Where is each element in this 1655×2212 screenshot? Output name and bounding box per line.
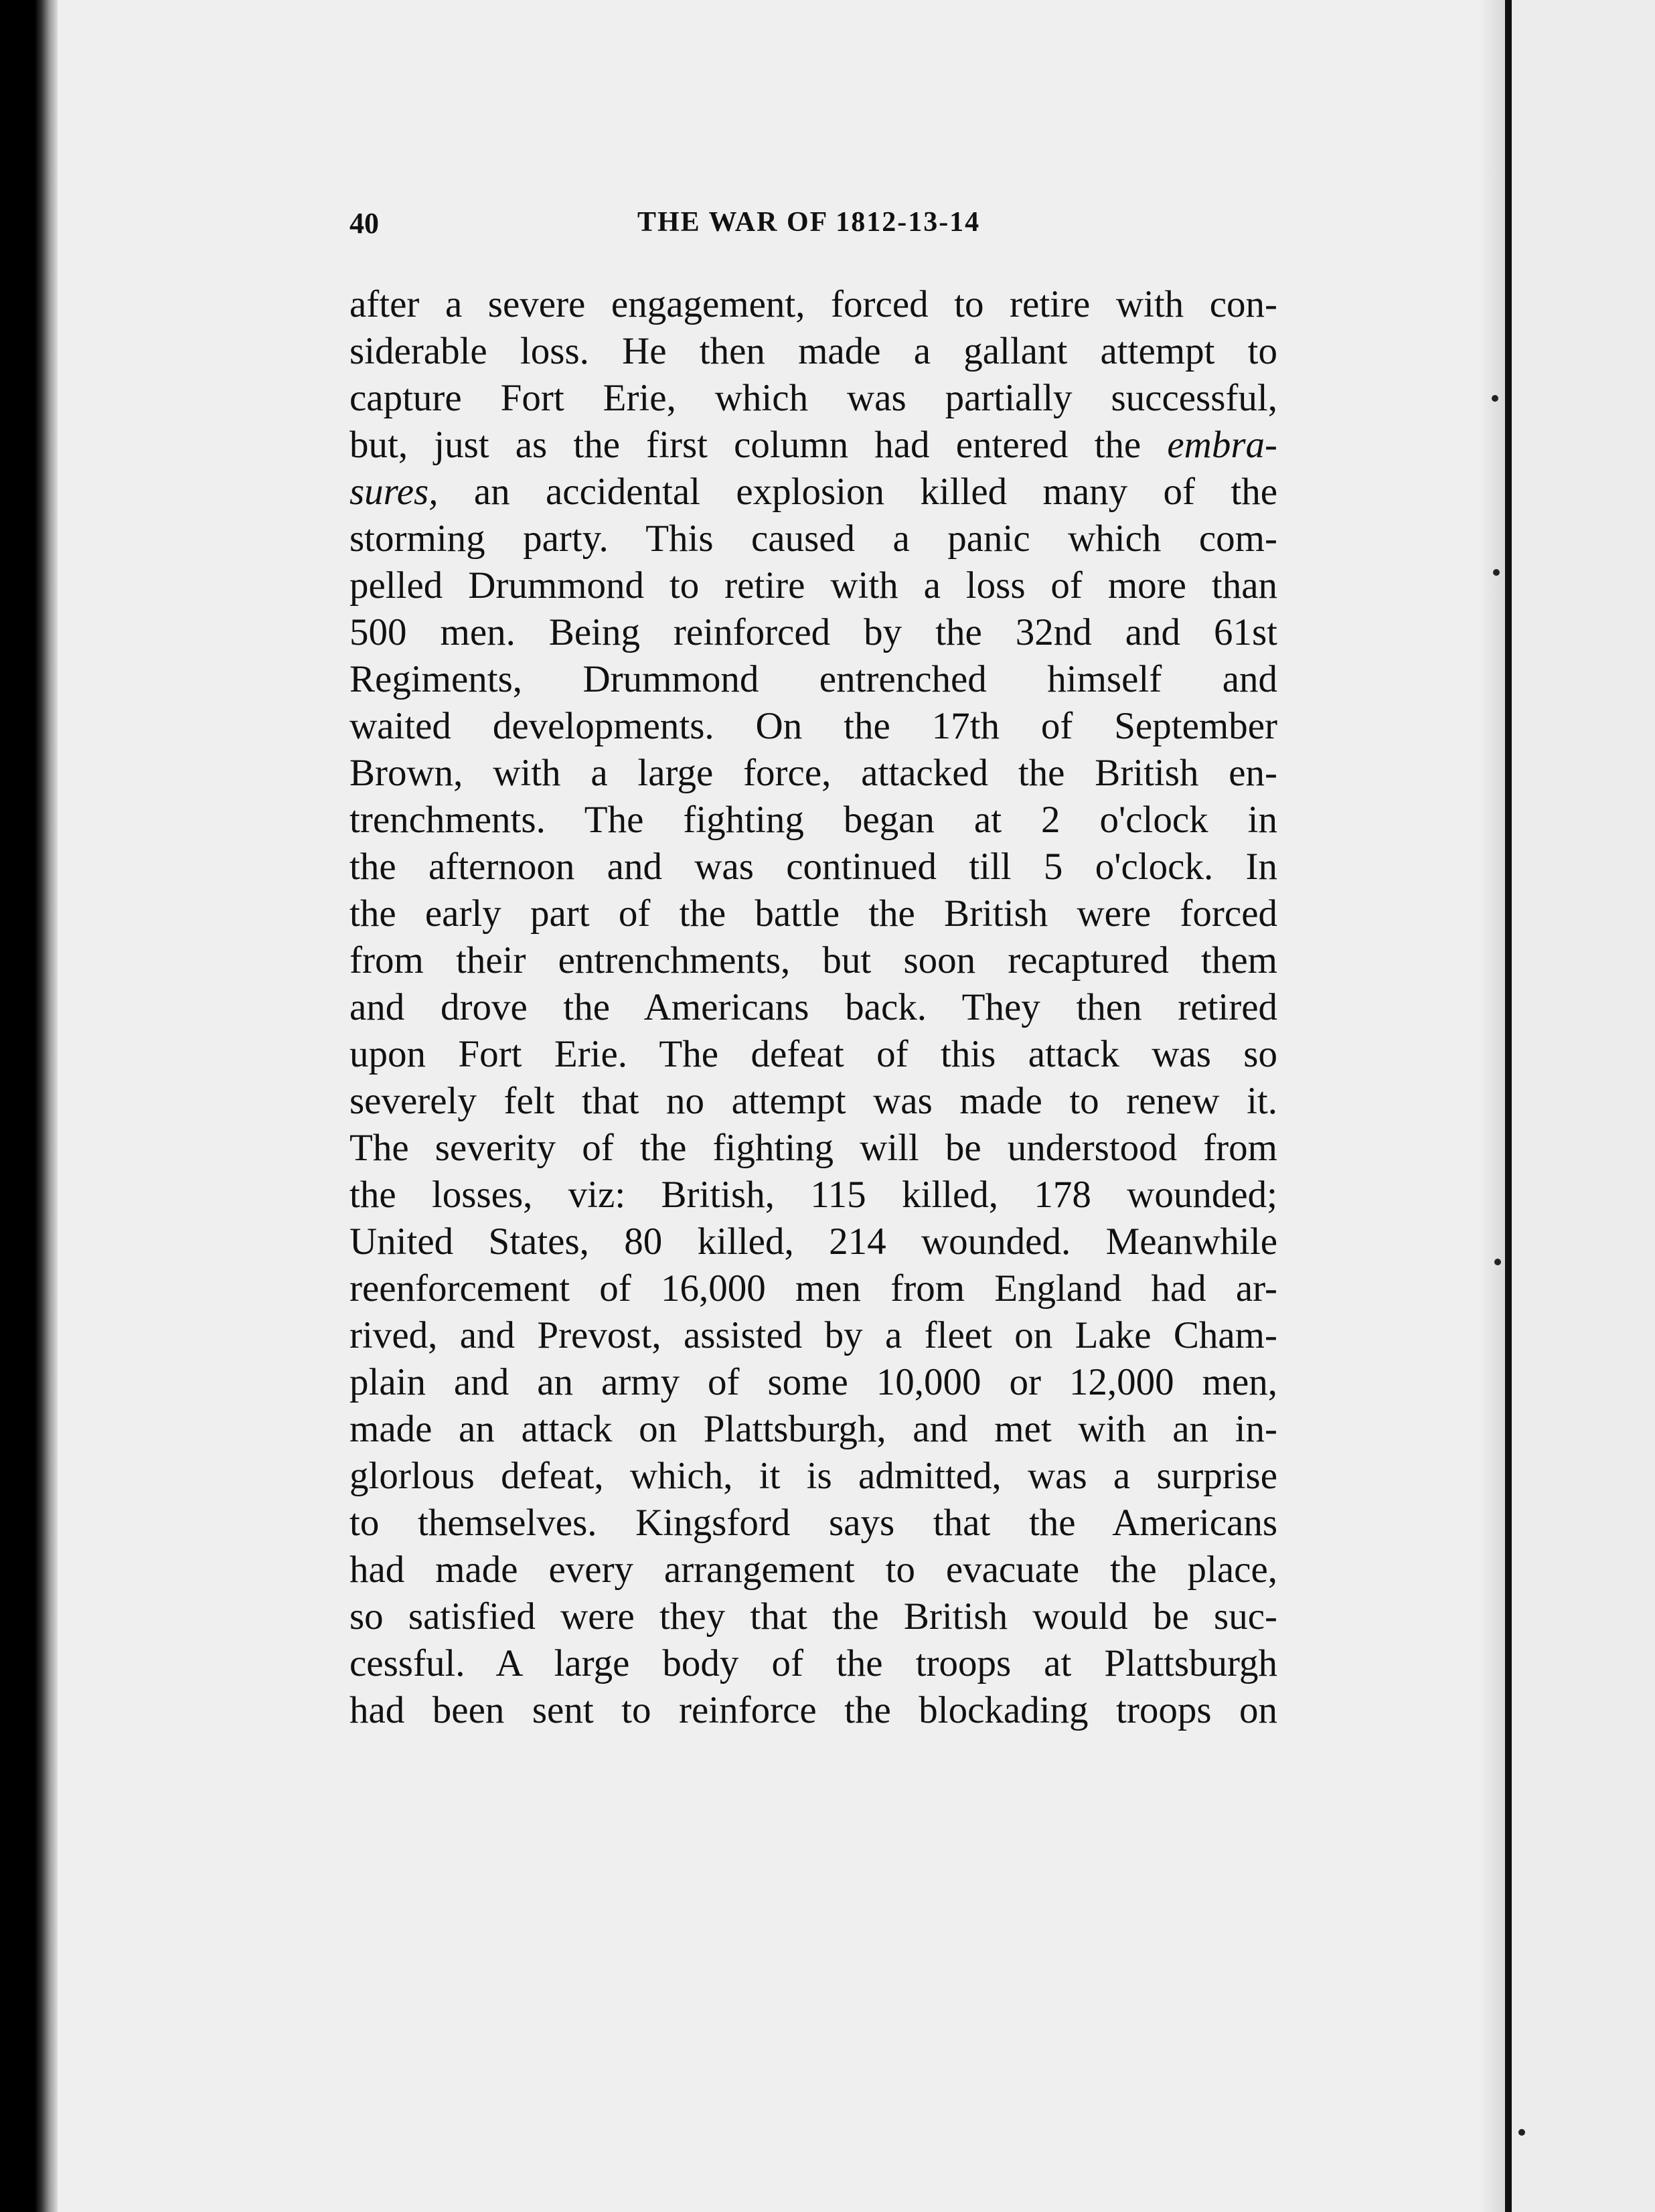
running-title: THE WAR OF 1812-13-14 [637, 207, 981, 238]
text-line: made an attack on Plattsburgh, and met with an in- [349, 1408, 1277, 1450]
gutter-divider [1505, 0, 1512, 2212]
book-binding-edge [0, 0, 58, 2212]
text-line: sures, an accidental explosion killed many of the [349, 471, 1277, 513]
text-line: the afternoon and was continued till 5 o'clock. In [349, 846, 1277, 888]
speck-mark [1493, 569, 1500, 576]
text-line: upon Fort Erie. The defeat of this attack was so [349, 1033, 1277, 1075]
text-line: Regiments, Drummond entrenched himself and [349, 658, 1277, 700]
text-line: reenforcement of 16,000 men from England had ar- [349, 1267, 1277, 1310]
text-line: glorlous defeat, which, it is admitted, was a surprise [349, 1455, 1277, 1497]
text-line [349, 422, 1277, 469]
text-line: and drove the Americans back. They then retired [349, 986, 1277, 1028]
running-head [349, 201, 1273, 254]
text-line: 500 men. Being reinforced by the 32nd and 61st [349, 611, 1277, 653]
text-line: trenchments. The fighting began at 2 o'clock in [349, 799, 1277, 841]
text-line: capture Fort Erie, which was partially successful, [349, 377, 1277, 419]
text-line: United States, 80 killed, 214 wounded. Meanwhile [349, 1220, 1277, 1263]
body-text [349, 281, 1277, 1734]
text-line: storming party. This caused a panic which com- [349, 518, 1277, 560]
italic-word: embra- [1167, 424, 1277, 466]
page-fold-shadow [1480, 0, 1506, 2212]
text-line: waited developments. On the 17th of September [349, 705, 1277, 747]
text-line-lead: but, just as the first column had entered the embra- [349, 424, 1277, 466]
text-line: The severity of the fighting will be understood from [349, 1127, 1277, 1169]
text-line: rived, and Prevost, assisted by a fleet on Lake Cham- [349, 1314, 1277, 1356]
page-number: 40 [349, 207, 379, 240]
text-line: the early part of the battle the British were forced [349, 892, 1277, 935]
text-line: had been sent to reinforce the blockading troops on [349, 1689, 1277, 1731]
text-line: plain and an army of some 10,000 or 12,000 men, [349, 1361, 1277, 1403]
text-line: cessful. A large body of the troops at Plattsburgh [349, 1642, 1277, 1684]
adjacent-page-edge [1512, 0, 1655, 2212]
text-line: had made every arrangement to evacuate the place, [349, 1549, 1277, 1591]
text-line: Brown, with a large force, attacked the British en- [349, 752, 1277, 794]
text-line: from their entrenchments, but soon recaptured them [349, 939, 1277, 981]
text-line: after a severe engagement, forced to retire with con- [349, 283, 1277, 325]
speck-mark [1492, 395, 1498, 402]
text-line: to themselves. Kingsford says that the Americans [349, 1502, 1277, 1544]
speck-mark [1518, 2129, 1525, 2136]
italic-word: sures, [349, 471, 439, 513]
text-line: pelled Drummond to retire with a loss of more than [349, 564, 1277, 607]
speck-mark [1494, 1259, 1501, 1265]
text-line: severely felt that no attempt was made to renew it. [349, 1080, 1277, 1122]
text-line: the losses, viz: British, 115 killed, 178 wounded; [349, 1174, 1277, 1216]
text-line: so satisfied were they that the British would be suc- [349, 1595, 1277, 1638]
text-line: siderable loss. He then made a gallant attempt to [349, 330, 1277, 372]
